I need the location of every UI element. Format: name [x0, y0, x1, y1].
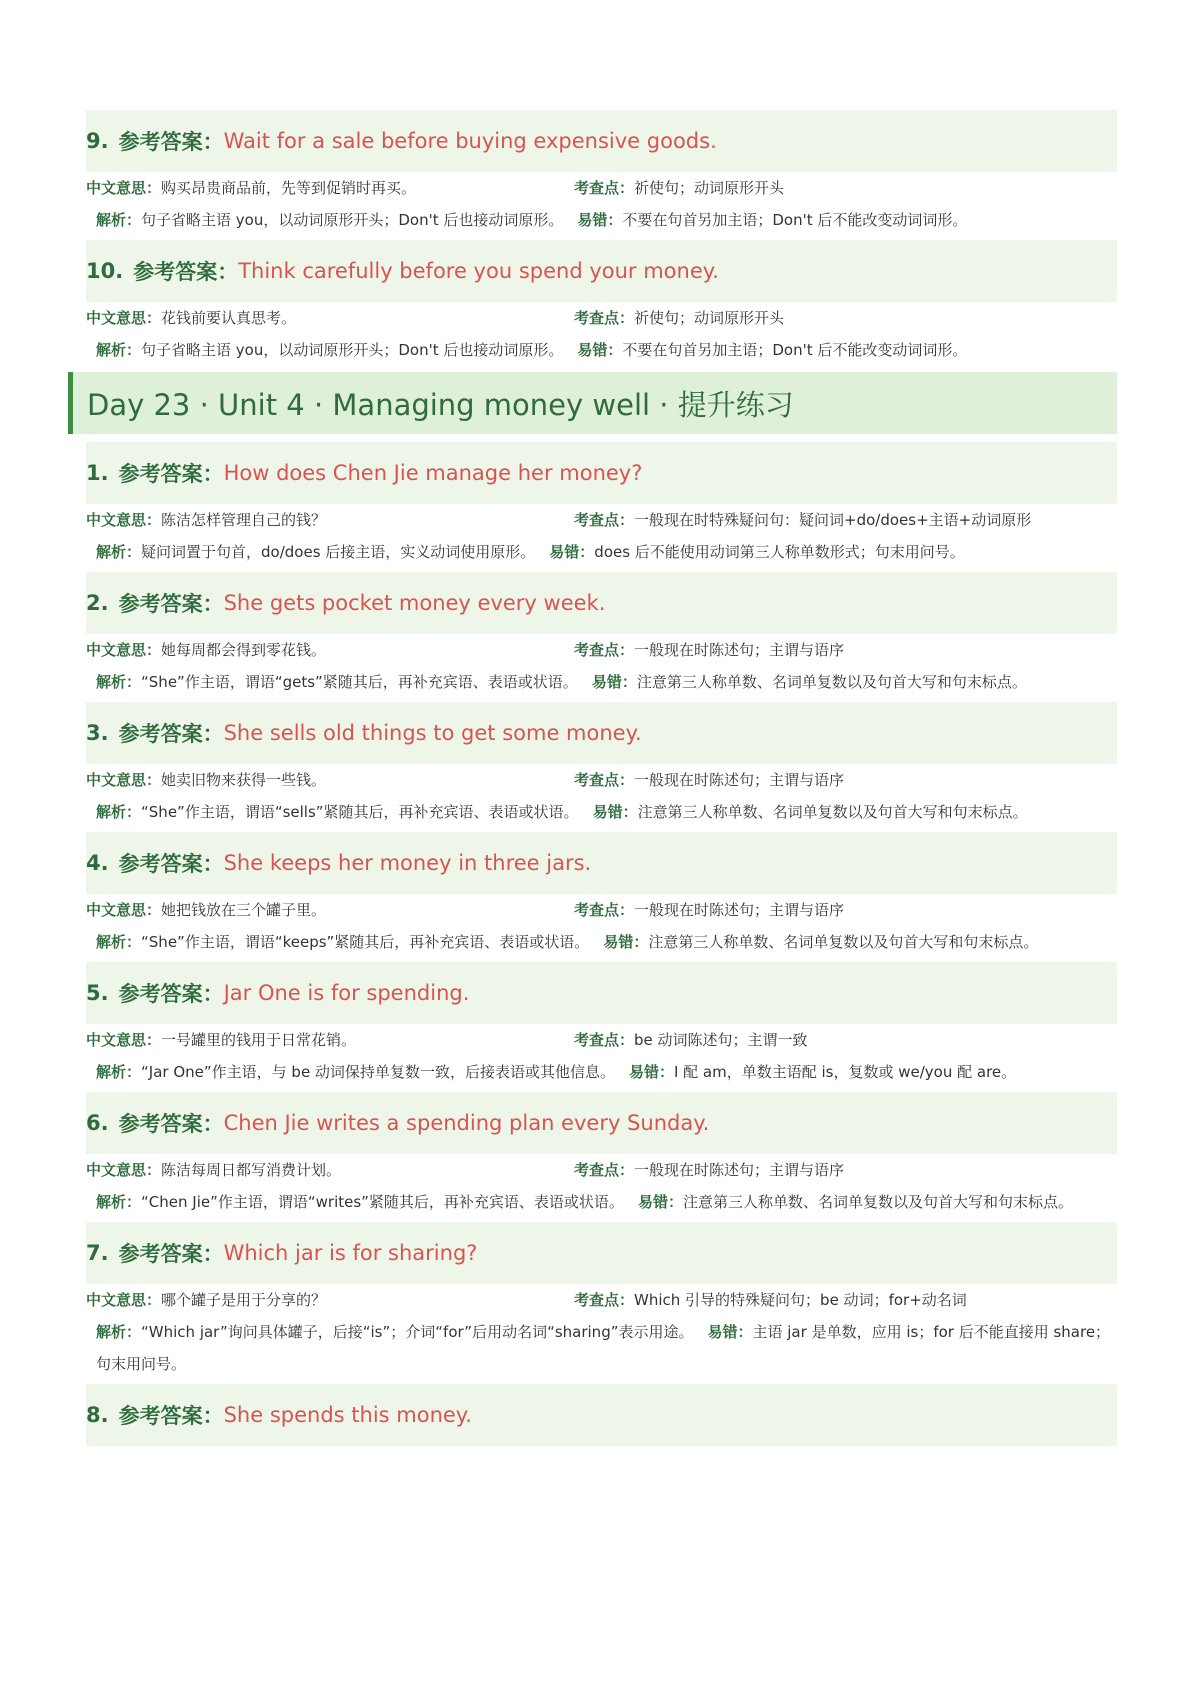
error-label: 易错： — [628, 1063, 674, 1081]
item-8 — [86, 1384, 1117, 1446]
analysis-label: 解析： — [96, 1063, 142, 1081]
answer-bar — [86, 1222, 1117, 1284]
error-label: 易错： — [549, 543, 595, 561]
analysis-text: 句子省略主语 you，以动词原形开头；Don't 后也接动词原形。 — [141, 211, 564, 229]
error-text: 注意第三人称单数、名词单复数以及句首大写和句末标点。 — [636, 673, 1027, 691]
item-4 — [86, 832, 1117, 958]
analysis-label: 解析： — [96, 1323, 142, 1341]
item-number: 4. — [86, 851, 109, 875]
point-label: 考查点： — [574, 1291, 635, 1309]
analysis-text: “Jar One”作主语，与 be 动词保持单复数一致，后接表语或其他信息。 — [141, 1063, 615, 1081]
error-text: 注意第三人称单数、名词单复数以及句首大写和句末标点。 — [637, 803, 1028, 821]
analysis-label: 解析： — [96, 673, 142, 691]
meaning-text: 她卖旧物来获得一些钱。 — [161, 771, 327, 789]
item-number: 10. — [86, 259, 124, 283]
reference-answer-label: 参考答案： — [118, 852, 224, 876]
reference-answer-label: 参考答案： — [118, 982, 224, 1006]
meaning-label: 中文意思： — [86, 641, 162, 659]
point-label: 考查点： — [574, 179, 635, 197]
item-number: 2. — [86, 591, 109, 615]
item-number: 1. — [86, 461, 109, 485]
answer-bar — [86, 702, 1117, 764]
answer-bar — [86, 110, 1117, 172]
item-1 — [86, 442, 1117, 568]
meaning-text: 陈洁怎样管理自己的钱？ — [161, 511, 327, 529]
point-label: 考查点： — [574, 309, 635, 327]
error-label: 易错： — [577, 341, 623, 359]
meaning-text: 花钱前要认真思考。 — [161, 309, 297, 327]
analysis-row — [86, 334, 1117, 366]
answer-bar — [86, 572, 1117, 634]
meaning-label: 中文意思： — [86, 309, 162, 327]
error-text: does 后不能使用动词第三人称单数形式；句末用问号。 — [594, 543, 965, 561]
point-text: 一般现在时陈述句；主谓与语序 — [634, 901, 845, 919]
analysis-text: 疑问词置于句首，do/does 后接主语，实义动词使用原形。 — [141, 543, 536, 561]
analysis-row — [86, 1316, 1117, 1380]
meaning-text: 一号罐里的钱用于日常花销。 — [161, 1031, 357, 1049]
analysis-row — [86, 926, 1117, 958]
item-7 — [86, 1222, 1117, 1380]
meaning-label: 中文意思： — [86, 901, 162, 919]
answer-bar — [86, 442, 1117, 504]
meaning-text: 她把钱放在三个罐子里。 — [161, 901, 327, 919]
error-label: 易错： — [591, 673, 637, 691]
meaning-text: 陈洁每周日都写消费计划。 — [161, 1161, 342, 1179]
point-text: 一般现在时陈述句；主谓与语序 — [634, 641, 845, 659]
analysis-text: “She”作主语，谓语“gets”紧随其后，再补充宾语、表语或状语。 — [141, 673, 578, 691]
analysis-row — [86, 536, 1117, 568]
item-number: 3. — [86, 721, 109, 745]
reference-answer: How does Chen Jie manage her money? — [223, 461, 643, 485]
reference-answer-label: 参考答案： — [118, 722, 224, 746]
answer-bar — [86, 962, 1117, 1024]
analysis-label: 解析： — [96, 211, 142, 229]
point-text: Which 引导的特殊疑问句；be 动词；for+动名词 — [634, 1291, 967, 1309]
item-5 — [86, 962, 1117, 1088]
meta-row — [86, 504, 1117, 536]
analysis-label: 解析： — [96, 341, 142, 359]
reference-answer: Think carefully before you spend your money. — [238, 259, 719, 283]
item-6 — [86, 1092, 1117, 1218]
meaning-label: 中文意思： — [86, 1291, 162, 1309]
analysis-text: “She”作主语，谓语“keeps”紧随其后，再补充宾语、表语或状语。 — [141, 933, 590, 951]
analysis-label: 解析： — [96, 803, 142, 821]
analysis-row — [86, 1056, 1117, 1088]
error-text: 不要在句首另加主语；Don't 后不能改变动词词形。 — [622, 211, 968, 229]
point-text: 一般现在时陈述句；主谓与语序 — [634, 1161, 845, 1179]
analysis-row — [86, 666, 1117, 698]
error-text: 注意第三人称单数、名词单复数以及句首大写和句末标点。 — [682, 1193, 1073, 1211]
point-label: 考查点： — [574, 1031, 635, 1049]
error-text: 不要在句首另加主语；Don't 后不能改变动词词形。 — [622, 341, 968, 359]
error-label: 易错： — [707, 1323, 753, 1341]
reference-answer-label: 参考答案： — [133, 260, 239, 284]
point-text: 一般现在时特殊疑问句：疑问词+do/does+主语+动词原形 — [634, 511, 1032, 529]
meta-row — [86, 1024, 1117, 1056]
answer-bar — [86, 240, 1117, 302]
meaning-label: 中文意思： — [86, 1031, 162, 1049]
item-3 — [86, 702, 1117, 828]
reference-answer: She keeps her money in three jars. — [223, 851, 592, 875]
meta-row — [86, 634, 1117, 666]
analysis-text: 句子省略主语 you，以动词原形开头；Don't 后也接动词原形。 — [141, 341, 564, 359]
error-label: 易错： — [577, 211, 623, 229]
analysis-row — [86, 796, 1117, 828]
item-9 — [86, 110, 1117, 236]
item-number: 8. — [86, 1403, 109, 1427]
meta-row — [86, 1154, 1117, 1186]
reference-answer: Wait for a sale before buying expensive goods. — [223, 129, 717, 153]
error-label: 易错： — [637, 1193, 683, 1211]
meta-row — [86, 1284, 1117, 1316]
reference-answer-label: 参考答案： — [118, 1112, 224, 1136]
reference-answer-label: 参考答案： — [118, 1404, 224, 1428]
point-label: 考查点： — [574, 511, 635, 529]
reference-answer-label: 参考答案： — [118, 130, 224, 154]
error-text: 注意第三人称单数、名词单复数以及句首大写和句末标点。 — [648, 933, 1039, 951]
reference-answer: Which jar is for sharing? — [223, 1241, 478, 1265]
meaning-label: 中文意思： — [86, 179, 162, 197]
reference-answer-label: 参考答案： — [118, 462, 224, 486]
analysis-label: 解析： — [96, 933, 142, 951]
error-text: I 配 am，单数主语配 is，复数或 we/you 配 are。 — [673, 1063, 1017, 1081]
analysis-row — [86, 204, 1117, 236]
reference-answer: She spends this money. — [223, 1403, 472, 1427]
point-label: 考查点： — [574, 1161, 635, 1179]
point-label: 考查点： — [574, 641, 635, 659]
answer-sheet — [86, 110, 1117, 1446]
item-number: 5. — [86, 981, 109, 1005]
section-title: Day 23 · Unit 4 · Managing money well · 提升练习 — [68, 372, 1117, 434]
meaning-label: 中文意思： — [86, 771, 162, 789]
meta-row — [86, 894, 1117, 926]
answer-bar — [86, 832, 1117, 894]
meaning-label: 中文意思： — [86, 511, 162, 529]
reference-answer-label: 参考答案： — [118, 1242, 224, 1266]
meta-row — [86, 764, 1117, 796]
item-number: 6. — [86, 1111, 109, 1135]
error-label: 易错： — [592, 803, 638, 821]
reference-answer: Jar One is for spending. — [223, 981, 470, 1005]
answer-bar — [86, 1384, 1117, 1446]
analysis-row — [86, 1186, 1117, 1218]
point-text: be 动词陈述句；主谓一致 — [634, 1031, 808, 1049]
meaning-text: 她每周都会得到零花钱。 — [161, 641, 327, 659]
meaning-label: 中文意思： — [86, 1161, 162, 1179]
meaning-text: 购买昂贵商品前，先等到促销时再买。 — [161, 179, 417, 197]
reference-answer-label: 参考答案： — [118, 592, 224, 616]
analysis-text: “Chen Jie”作主语，谓语“writes”紧随其后，再补充宾语、表语或状语。 — [141, 1193, 624, 1211]
item-number: 9. — [86, 129, 109, 153]
analysis-text: “She”作主语，谓语“sells”紧随其后，再补充宾语、表语或状语。 — [141, 803, 579, 821]
point-text: 祈使句；动词原形开头 — [634, 179, 785, 197]
point-text: 一般现在时陈述句；主谓与语序 — [634, 771, 845, 789]
analysis-label: 解析： — [96, 543, 142, 561]
point-label: 考查点： — [574, 901, 635, 919]
error-label: 易错： — [603, 933, 649, 951]
meaning-text: 哪个罐子是用于分享的？ — [161, 1291, 327, 1309]
point-text: 祈使句；动词原形开头 — [634, 309, 785, 327]
reference-answer: She sells old things to get some money. — [223, 721, 642, 745]
point-label: 考查点： — [574, 771, 635, 789]
reference-answer: Chen Jie writes a spending plan every Sunday. — [223, 1111, 710, 1135]
meta-row — [86, 172, 1117, 204]
analysis-label: 解析： — [96, 1193, 142, 1211]
item-10 — [86, 240, 1117, 366]
item-2 — [86, 572, 1117, 698]
reference-answer: She gets pocket money every week. — [223, 591, 606, 615]
meta-row — [86, 302, 1117, 334]
error-text: 主语 jar 是单数，应用 is；for 后不能直接用 share；句末用问号。 — [96, 1323, 1111, 1373]
answer-bar — [86, 1092, 1117, 1154]
item-number: 7. — [86, 1241, 109, 1265]
analysis-text: “Which jar”询问具体罐子，后接“is”；介词“for”后用动名词“sharing”表示用途。 — [141, 1323, 694, 1341]
